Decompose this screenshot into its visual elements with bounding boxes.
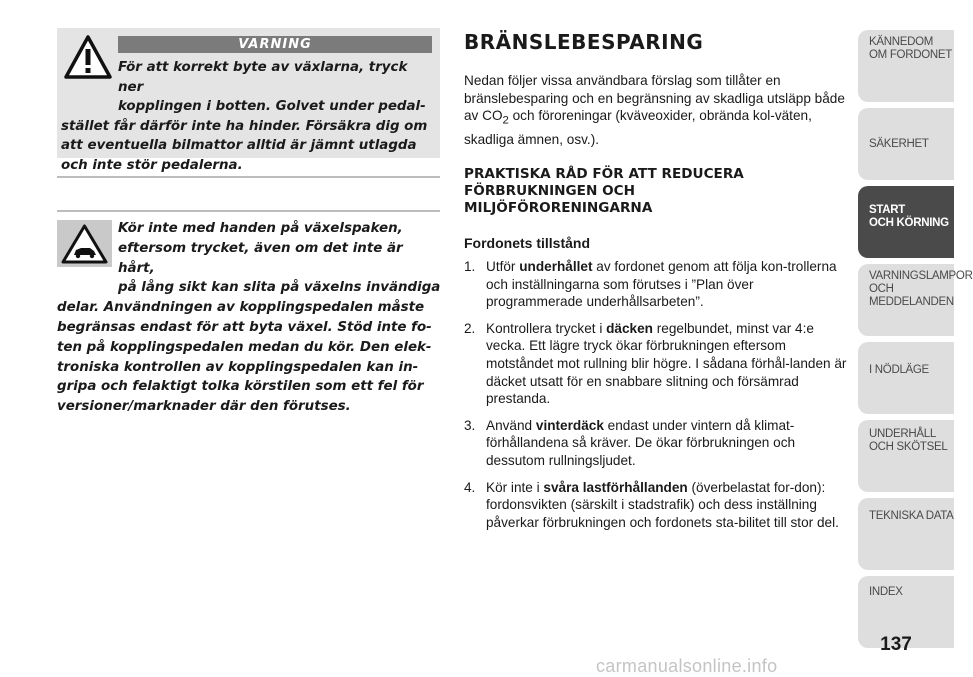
divider: [57, 210, 440, 212]
subheading: PRAKTISKA RÅD FÖR ATT REDUCERA FÖRBRUKNINGEN OCH MILJÖFÖRORENINGARNA: [464, 166, 744, 217]
tab-start-och-korning[interactable]: START OCH KÖRNING: [858, 186, 954, 258]
warning-header: VARNING: [118, 36, 432, 53]
tab-i-nodlage[interactable]: I NÖDLÄGE: [858, 342, 954, 414]
tab-index[interactable]: INDEX: [858, 576, 954, 648]
tab-sakerhet[interactable]: SÄKERHET: [858, 108, 954, 180]
tab-underhall[interactable]: UNDERHÅLL OCH SKÖTSEL: [858, 420, 954, 492]
list-item: 3. Använd vinterdäck endast under vintern då klimat-förhållandena så kräver. De ökar förbrukningen och dessutom rullningsljudet.: [464, 417, 796, 469]
divider: [57, 176, 440, 178]
warning-text: För att korrekt byte av växlarna, tryck ner kopplingen i botten. Golvet under pedal- stället får därför inte ha hinder. Försäkra dig om att eventuella bilmattor alltid är jämnt utlagda och inte stör pedalerna.: [61, 60, 428, 173]
intro-paragraph: Nedan följer vissa användbara förslag som tillåter en bränslebesparing och en begränsning av skadliga utsläpp både av $CO_2$ och föroreningar (kväveoxider, obrända kol-väten, skadliga ämnen, osv.).: [464, 73, 845, 147]
watermark: carmanualsonline.info: [596, 656, 778, 676]
note-text: Kör inte med handen på växelspaken, eftersom trycket, även om det inte är hårt, på lång sikt kan slita på växelns invändiga delar. Användningen av kopplingspedalen måste begränsas endast för att byta växel. Stöd inte fo- ten på kopplingspedalen medan du kör. Den elek- troniska kontrollen av kopplingspedalen kan in- gripa och felaktigt tolka körstilen som ett fel för versioner/marknader där den förutses.: [57, 221, 441, 415]
tab-varningslampor[interactable]: VARNINGSLAMPOR OCH MEDDELANDEN: [858, 264, 954, 336]
main-content: [464, 30, 848, 540]
list-item: 2. Kontrollera trycket i däcken regelbundet, minst var 4:e vecka. Ett lägre tryck ökar förbrukningen eftersom motståndet mot rullning blir högre. I sådana förhål-landen är däcket utsatt för en snabbare slitning och försämrad prestanda.: [464, 320, 847, 407]
tab-tekniska-data[interactable]: TEKNISKA DATA: [858, 498, 954, 570]
list-item: 1. Utför underhållet av fordonet genom att följa kon-trollerna och inställningarna som förutses i ”Plan över programmerade underhållsarbeten”.: [464, 259, 837, 310]
list-item: 4. Kör inte i svåra lastförhållanden (överbelastat for-don): fordonsvikten (särskilt i stadstrafik) och dess inställning påverkar förbrukningen och fordonets sta-bilitet till stor del.: [464, 479, 839, 530]
page-number: 137: [880, 634, 912, 655]
section-heading: Fordonets tillstånd: [464, 235, 590, 252]
page-title: BRÄNSLEBESPARING: [464, 30, 704, 54]
tab-kannedom[interactable]: KÄNNEDOM OM FORDONET: [858, 30, 954, 102]
warning-box: [57, 28, 440, 173]
